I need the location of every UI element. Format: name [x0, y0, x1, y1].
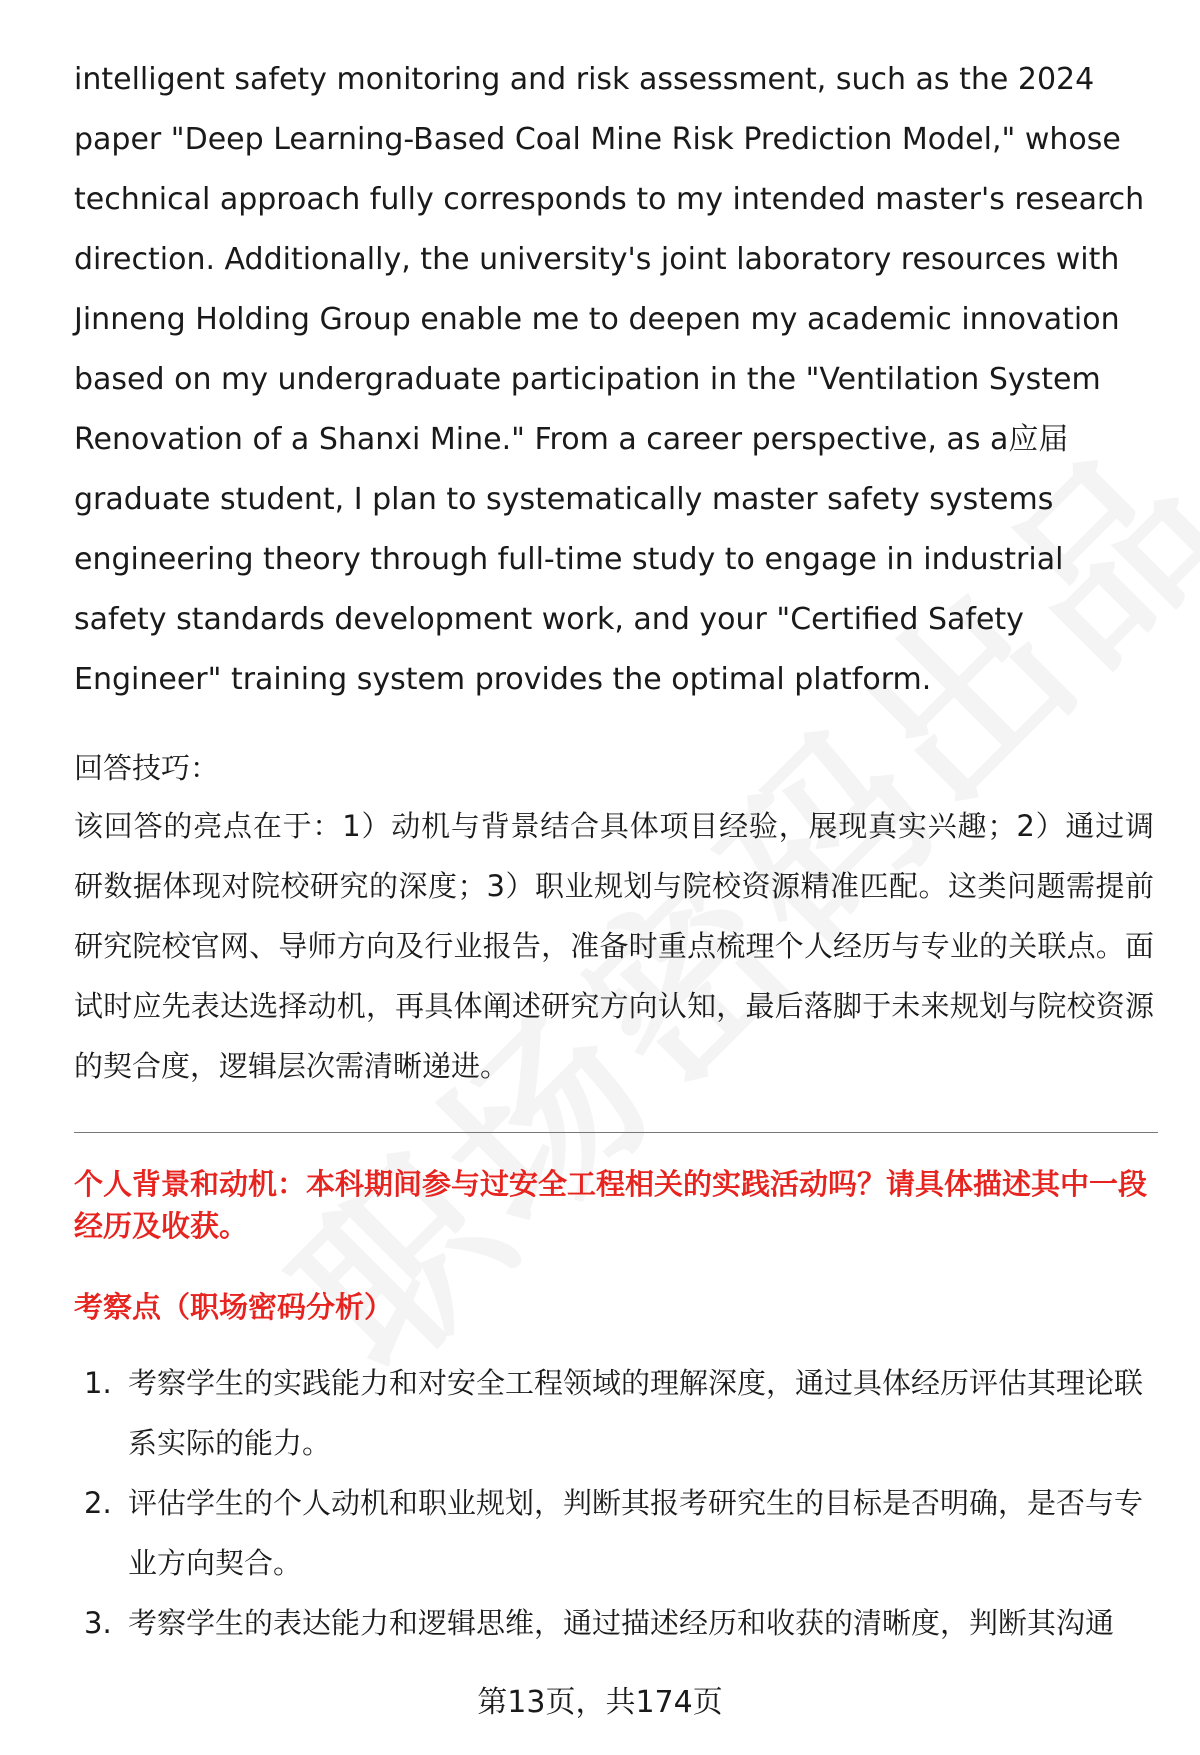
page-content: [74, 50, 1154, 1653]
tips-body: 该回答的亮点在于：1）动机与背景结合具体项目经验，展现真实兴趣；2）通过调研数据体现对院校研究的深度；3）职业规划与院校资源精准匹配。这类问题需提前研究院校官网、导师方向及行业报告，准备时重点梳理个人经历与专业的关联点。面试时应先表达选择动机，再具体阐述研究方向认知，最后落脚于未来规划与院校资源的契合度，逻辑层次需清晰递进。: [74, 809, 1154, 1083]
list-item-number: 1.: [84, 1366, 112, 1400]
list-item-number: 3.: [84, 1606, 112, 1640]
list-item: [74, 1473, 1154, 1593]
list-item-text: 评估学生的个人动机和职业规划，判断其报考研究生的目标是否明确，是否与专业方向契合。: [128, 1486, 1144, 1580]
list-item-text: 考察学生的实践能力和对安全工程领域的理解深度，通过具体经历评估其理论联系实际的能力。: [128, 1366, 1144, 1460]
list-item-number: 2.: [84, 1486, 112, 1520]
list-item: [74, 1593, 1154, 1653]
section-divider: [74, 1132, 1158, 1133]
list-item: [74, 1353, 1154, 1473]
page-number-footer: 第13页，共174页: [477, 1685, 723, 1720]
answer-tips: [74, 740, 1154, 1096]
answer-paragraph: intelligent safety monitoring and risk assessment, such as the 2024 paper "Deep Learning-Based Coal Mine Risk Prediction Model," whose technical approach fully corresponds to my intended master's research direction. Additionally, the university's joint laboratory resources with Jinneng Holding Group enable me to deepen my academic innovation based on my undergraduate participation in the "Ventilation System Renovation of a Shanxi Mine." From a career perspective, as a应届 graduate student, I plan to systematically master safety systems engineering theory through full-time study to engage in industrial safety standards development work, and your "Certified Safety Engineer" training system provides the optimal platform.: [74, 62, 1145, 697]
list-item-text: 考察学生的表达能力和逻辑思维，通过描述经历和收获的清晰度，判断其沟通: [128, 1606, 1115, 1640]
tips-title: 回答技巧：: [74, 751, 220, 785]
assessment-points: [74, 1353, 1154, 1653]
assessment-title: 考察点（职场密码分析）: [74, 1290, 394, 1324]
question-heading: 个人背景和动机：本科期间参与过安全工程相关的实践活动吗？请具体描述其中一段经历及收获。: [74, 1167, 1148, 1243]
